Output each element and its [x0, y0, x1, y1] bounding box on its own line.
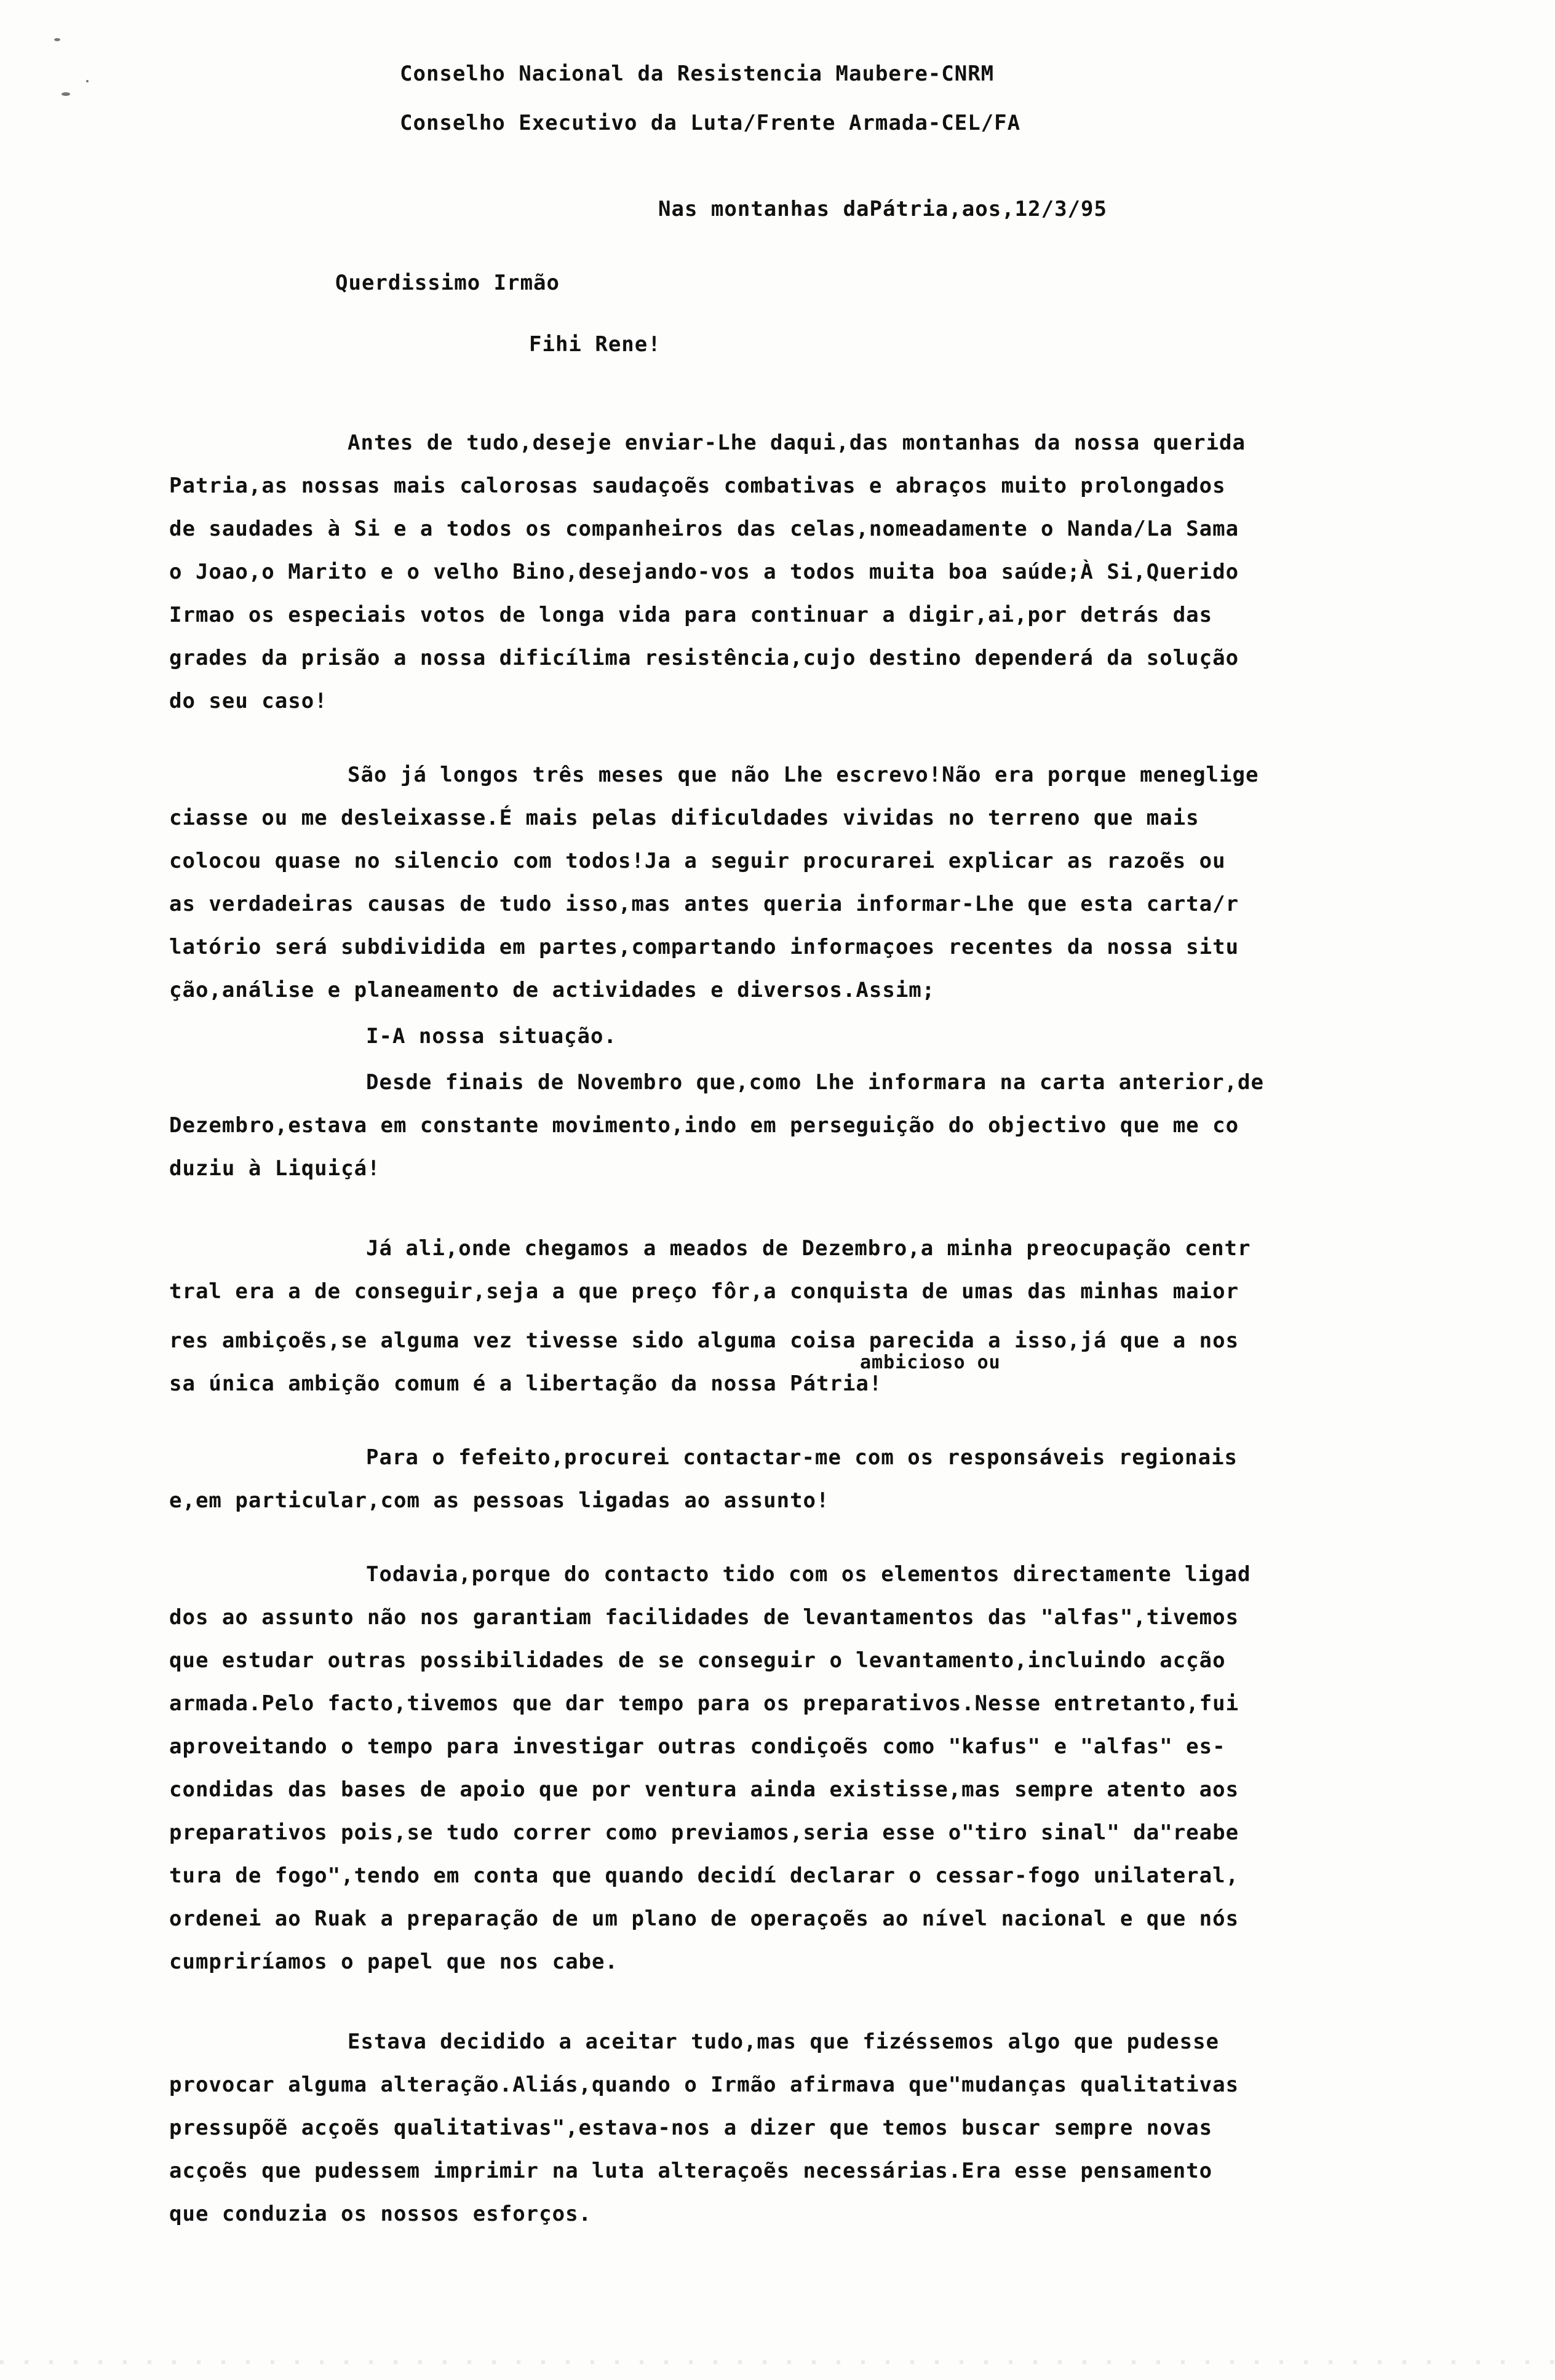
scan-speck	[86, 80, 89, 82]
greeting: Querdissimo Irmão	[335, 271, 560, 295]
section-heading: I-A nossa situação.	[366, 1024, 617, 1049]
body-line: armada.Pelo facto,tivemos que dar tempo para os preparativos.Nesse entretanto,fui	[169, 1691, 1239, 1716]
header-line-1: Conselho Nacional da Resistencia Maubere-CNRM	[400, 61, 995, 86]
body-line: do seu caso!	[169, 689, 328, 713]
body-line: acçoẽs que pudessem imprimir na luta alteraçoẽs necessárias.Era esse pensamento	[169, 2159, 1213, 2183]
body-line: aproveitando o tempo para investigar outras condiçoẽs como "kafus" e "alfas" es-	[169, 1734, 1226, 1759]
body-line: ordenei ao Ruak a preparação de um plano de operaçoẽs ao nível nacional e que nós	[169, 1906, 1239, 1931]
body-line: latório será subdividida em partes,compartando informaçoes recentes da nossa situ	[169, 935, 1239, 959]
body-line: pressupõẽ acçoẽs qualitativas",estava-nos a dizer que temos buscar sempre novas	[169, 2116, 1213, 2140]
body-line: sa única ambição comum é a libertação da nossa Pátria!	[169, 1371, 883, 1396]
body-line: Dezembro,estava em constante movimento,indo em perseguição do objectivo que me co	[169, 1113, 1239, 1138]
body-line: tura de fogo",tendo em conta que quando decidí declarar o cessar-fogo unilateral,	[169, 1863, 1239, 1888]
header-line-2: Conselho Executivo da Luta/Frente Armada-CEL/FA	[400, 111, 1021, 135]
body-line: colocou quase no silencio com todos!Ja a seguir procurarei explicar as razoẽs ou	[169, 849, 1226, 873]
body-line: de saudades à Si e a todos os companheiros das celas,nomeadamente o Nanda/La Sama	[169, 517, 1239, 541]
body-line: grades da prisão a nossa dificílima resistência,cujo destino dependerá da solução	[169, 646, 1239, 670]
body-line: o Joao,o Marito e o velho Bino,desejando-vos a todos muita boa saúde;À Si,Querido	[169, 560, 1239, 584]
body-line: Estava decidido a aceitar tudo,mas que fizéssemos algo que pudesse	[348, 2029, 1220, 2054]
interlinear-insert: ambicioso ou	[860, 1352, 1001, 1373]
body-line: dos ao assunto não nos garantiam facilidades de levantamentos das "alfas",tivemos	[169, 1605, 1239, 1630]
body-line: res ambiçoẽs,se alguma vez tivesse sido alguma coisa parecida a isso,já que a nos	[169, 1328, 1239, 1353]
body-line: que estudar outras possibilidades de se conseguir o levantamento,incluindo acção	[169, 1648, 1226, 1673]
body-line: duziu à Liquiçá!	[169, 1156, 381, 1181]
date-line: Nas montanhas daPátria,aos,12/3/95	[658, 197, 1107, 221]
body-line: Irmao os especiais votos de longa vida para continuar a digir,ai,por detrás das	[169, 603, 1213, 627]
scan-edge-marks	[0, 2360, 1555, 2364]
body-line: São já longos três meses que não Lhe escrevo!Não era porque meneglige	[348, 763, 1259, 787]
body-line: Já ali,onde chegamos a meados de Dezembro,a minha preocupação centr	[366, 1236, 1251, 1261]
body-line: Todavia,porque do contacto tido com os elementos directamente ligad	[366, 1562, 1251, 1587]
body-line: as verdadeiras causas de tudo isso,mas antes queria informar-Lhe que esta carta/r	[169, 892, 1239, 916]
body-line: Desde finais de Novembro que,como Lhe informara na carta anterior,de	[366, 1070, 1264, 1095]
body-line: condidas das bases de apoio que por ventura ainda existisse,mas sempre atento aos	[169, 1777, 1239, 1802]
body-line: tral era a de conseguir,seja a que preço fôr,a conquista de umas das minhas maior	[169, 1279, 1239, 1304]
body-line: e,em particular,com as pessoas ligadas ao assunto!	[169, 1488, 830, 1513]
body-line: preparativos pois,se tudo correr como previamos,seria esse o"tiro sinal" da"reabe	[169, 1820, 1239, 1845]
scan-speck	[54, 38, 60, 41]
scan-speck	[62, 92, 70, 96]
body-line: Para o fefeito,procurei contactar-me com os responsáveis regionais	[366, 1445, 1238, 1470]
body-line: ção,análise e planeamento de actividades e diversos.Assim;	[169, 978, 936, 1002]
body-line: provocar alguma alteração.Aliás,quando o Irmão afirmava que"mudanças qualitativas	[169, 2073, 1239, 2097]
body-line: Antes de tudo,deseje enviar-Lhe daqui,das montanhas da nossa querida	[348, 430, 1246, 455]
body-line: que conduzia os nossos esforços.	[169, 2202, 592, 2226]
addressee-name: Fihi Rene!	[529, 332, 661, 357]
body-line: Patria,as nossas mais calorosas saudaçoẽs combativas e abraços muito prolongados	[169, 474, 1226, 498]
body-line: cumpriríamos o papel que nos cabe.	[169, 1950, 618, 1974]
body-line: ciasse ou me desleixasse.É mais pelas dificuldades vividas no terreno que mais	[169, 806, 1199, 830]
